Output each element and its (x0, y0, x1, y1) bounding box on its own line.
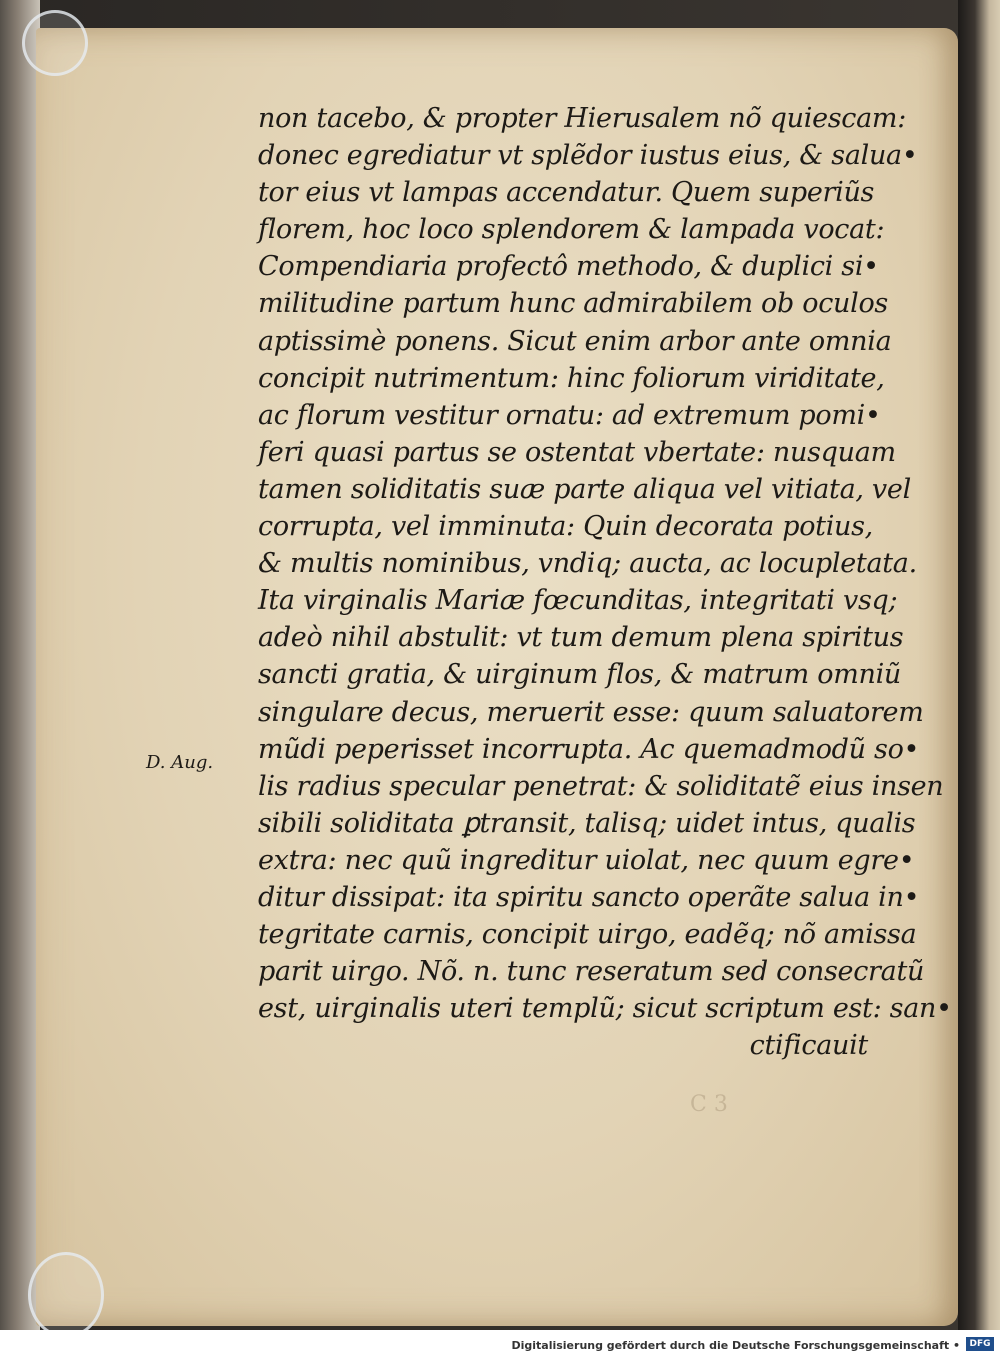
right-page-edge (958, 0, 1000, 1330)
left-binding-edge (0, 0, 40, 1330)
catchword: ctificauit (749, 1030, 868, 1062)
text-line: militudine partum hunc admirabilem ob oculos (258, 288, 888, 320)
top-page-clip (22, 10, 88, 76)
text-line: concipit nutrimentum: hinc foliorum viriditate, (258, 362, 885, 394)
text-line: ditur dissipat: ita spiritu sancto operãte salua in• (258, 881, 920, 913)
text-line: non tacebo, & propter Hierusalem nõ quiescam: (258, 103, 907, 134)
text-line: tegritate carnis, concipit uirgo, eadẽq; nõ amissa (258, 919, 917, 951)
bottom-page-clip (28, 1252, 104, 1338)
text-line: adeò nihil abstulit: vt tum demum plena spiritus (258, 622, 904, 654)
text-line: parit uirgo. Nõ. n. tunc reseratum sed consecratũ (258, 956, 925, 988)
text-line: extra: nec quũ ingreditur uiolat, nec quum egre• (258, 844, 915, 876)
text-line: florem, hoc loco splendorem & lampada vocat: (258, 214, 885, 246)
text-line: donec egrediatur vt splẽdor iustus eius, & salua• (258, 140, 918, 172)
text-line: feri quasi partus se ostentat vbertate: nusquam (258, 436, 896, 468)
text-line: tor eius vt lampas accendatur. Quem superiũs (258, 177, 875, 209)
text-line: Ita virginalis Mariæ fœcunditas, integritati vsq; (258, 585, 898, 617)
text-line: sancti gratia, & uirginum flos, & matrum omniũ (258, 659, 902, 691)
text-line: est, uirginalis uteri templũ; sicut scriptum est: san• (258, 993, 952, 1025)
text-line: lis radius specular penetrat: & soliditatẽ eius insen (258, 770, 944, 802)
faded-signature-mark: C 3 (690, 1092, 728, 1117)
text-line: & multis nominibus, vndiq; aucta, ac locupletata. (258, 548, 917, 580)
text-line: singulare decus, meruerit esse: quum saluatorem (258, 696, 924, 728)
text-line: corrupta, vel imminuta: Quin decorata potius, (258, 511, 873, 543)
main-text-block (258, 100, 952, 1064)
marginal-note: D. Aug. (146, 752, 214, 773)
text-line: ac florum vestitur ornatu: ad extremum pomi• (258, 399, 881, 431)
footer-credit: Digitalisierung gefördert durch die Deutsche Forschungsgemeinschaft • (511, 1339, 960, 1352)
text-line: Compendiaria profectô methodo, & duplici si• (258, 251, 879, 283)
text-line: aptissimè ponens. Sicut enim arbor ante omnia (258, 325, 892, 357)
text-line: tamen soliditatis suæ parte aliqua vel vitiata, vel (258, 473, 911, 505)
text-line: sibili soliditata ꝑtransit, talisq; uidet intus, qualis (258, 807, 916, 839)
text-line: mũdi peperisset incorrupta. Ac quemadmodũ so• (258, 733, 920, 765)
dfg-logo-icon: DFG (966, 1337, 994, 1351)
